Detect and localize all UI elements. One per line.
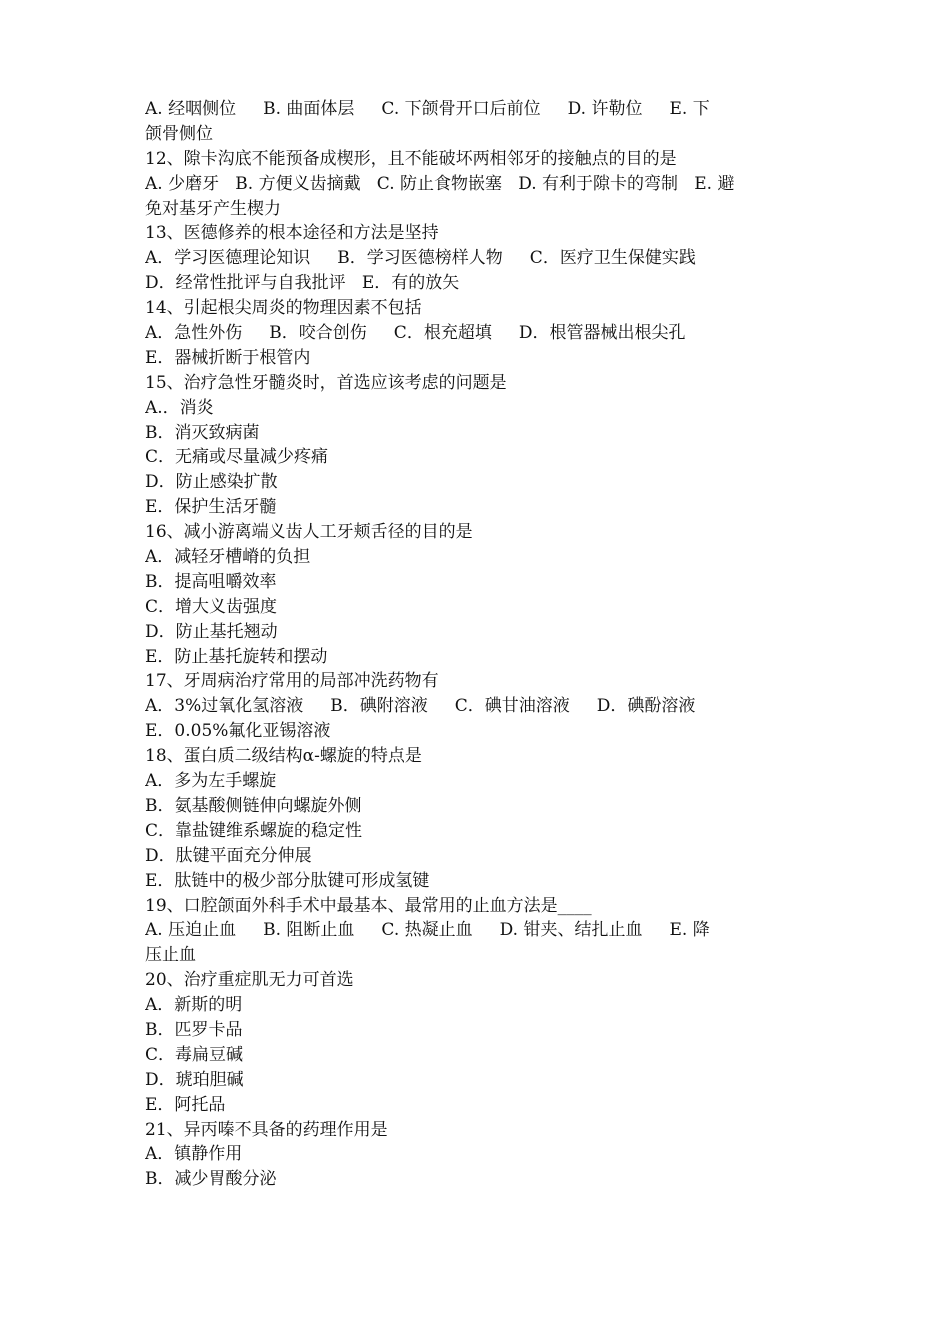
text-line: E．器械折断于根管内 xyxy=(145,347,311,368)
text-line: A．减轻牙槽嵴的负担 xyxy=(145,547,311,568)
text-line: A．镇静作用 xyxy=(145,1144,243,1165)
text-line: 18、蛋白质二级结构α-螺旋的特点是 xyxy=(145,746,422,767)
text-line: D．琥珀胆碱 xyxy=(145,1069,244,1090)
text-line: C．靠盐键维系螺旋的稳定性 xyxy=(145,820,363,841)
text-line: E．0.05%氟化亚锡溶液 xyxy=(145,721,331,742)
text-line: A. 少磨牙 B. 方便义齿摘戴 C. 防止食物嵌塞 D. 有利于隙卡的弯制 E. 避 xyxy=(145,173,735,194)
text-line: B．氨基酸侧链伸向螺旋外侧 xyxy=(145,795,362,816)
text-line: 颌骨侧位 xyxy=(145,123,213,144)
text-line: B．减少胃酸分泌 xyxy=(145,1169,277,1190)
text-line: 19、口腔颌面外科手术中最基本、最常用的止血方法是____ xyxy=(145,895,592,916)
text-line: C．增大义齿强度 xyxy=(145,596,278,617)
text-line: 17、牙周病治疗常用的局部冲洗药物有 xyxy=(145,671,439,692)
text-line: A. 经咽侧位 B. 曲面体层 C. 下颌骨开口后前位 D. 许勒位 E. 下 xyxy=(145,99,710,119)
text-line: A.．消炎 xyxy=(145,397,214,418)
text-line: D．防止感染扩散 xyxy=(145,472,278,493)
text-line: 免对基牙产生楔力 xyxy=(145,198,281,219)
text-line: D．肽键平面充分伸展 xyxy=(145,845,312,866)
text-line: 20、治疗重症肌无力可首选 xyxy=(145,970,354,991)
text-line: A．多为左手螺旋 xyxy=(145,771,277,792)
text-line: B．消灭致病菌 xyxy=(145,422,260,443)
text-line: D．防止基托翘动 xyxy=(145,621,278,642)
text-line: 12、隙卡沟底不能预备成楔形，且不能破坏两相邻牙的接触点的目的是 xyxy=(145,148,677,169)
text-line: A．急性外伤 B．咬合创伤 C．根充超填 D．根管器械出根尖孔 xyxy=(145,323,686,344)
text-line: 14、引起根尖周炎的物理因素不包括 xyxy=(145,298,422,319)
text-line: 13、医德修养的根本途径和方法是坚持 xyxy=(145,223,439,244)
text-line: D．经常性批评与自我批评 E．有的放矢 xyxy=(145,273,460,294)
text-line: B．匹罗卡品 xyxy=(145,1019,243,1040)
text-line: 15、治疗急性牙髓炎时，首选应该考虑的问题是 xyxy=(145,372,507,393)
text-line: A. 压迫止血 B. 阻断止血 C. 热凝止血 D. 钳夹、结扎止血 E. 降 xyxy=(145,920,710,941)
text-line: 16、减小游离端义齿人工牙颊舌径的目的是 xyxy=(145,522,473,543)
text-line: 21、异丙嗪不具备的药理作用是 xyxy=(145,1119,388,1140)
text-line: A．3%过氧化氢溶液 B．碘附溶液 C．碘甘油溶液 D．碘酚溶液 xyxy=(145,696,696,717)
text-line: C．毒扁豆碱 xyxy=(145,1044,244,1065)
text-line: E．保护生活牙髓 xyxy=(145,497,277,518)
document-page xyxy=(145,97,810,1192)
text-line: E．阿托品 xyxy=(145,1094,226,1115)
text-line: A．学习医德理论知识 B．学习医德榜样人物 C．医疗卫生保健实践 xyxy=(145,248,696,269)
text-line: E．防止基托旋转和摆动 xyxy=(145,646,328,667)
text-line: B．提高咀嚼效率 xyxy=(145,571,277,592)
text-line: A．新斯的明 xyxy=(145,995,243,1016)
text-line: 压止血 xyxy=(145,945,196,966)
text-line: C．无痛或尽量减少疼痛 xyxy=(145,447,329,468)
text-line: E．肽链中的极少部分肽键可形成氢键 xyxy=(145,870,430,891)
